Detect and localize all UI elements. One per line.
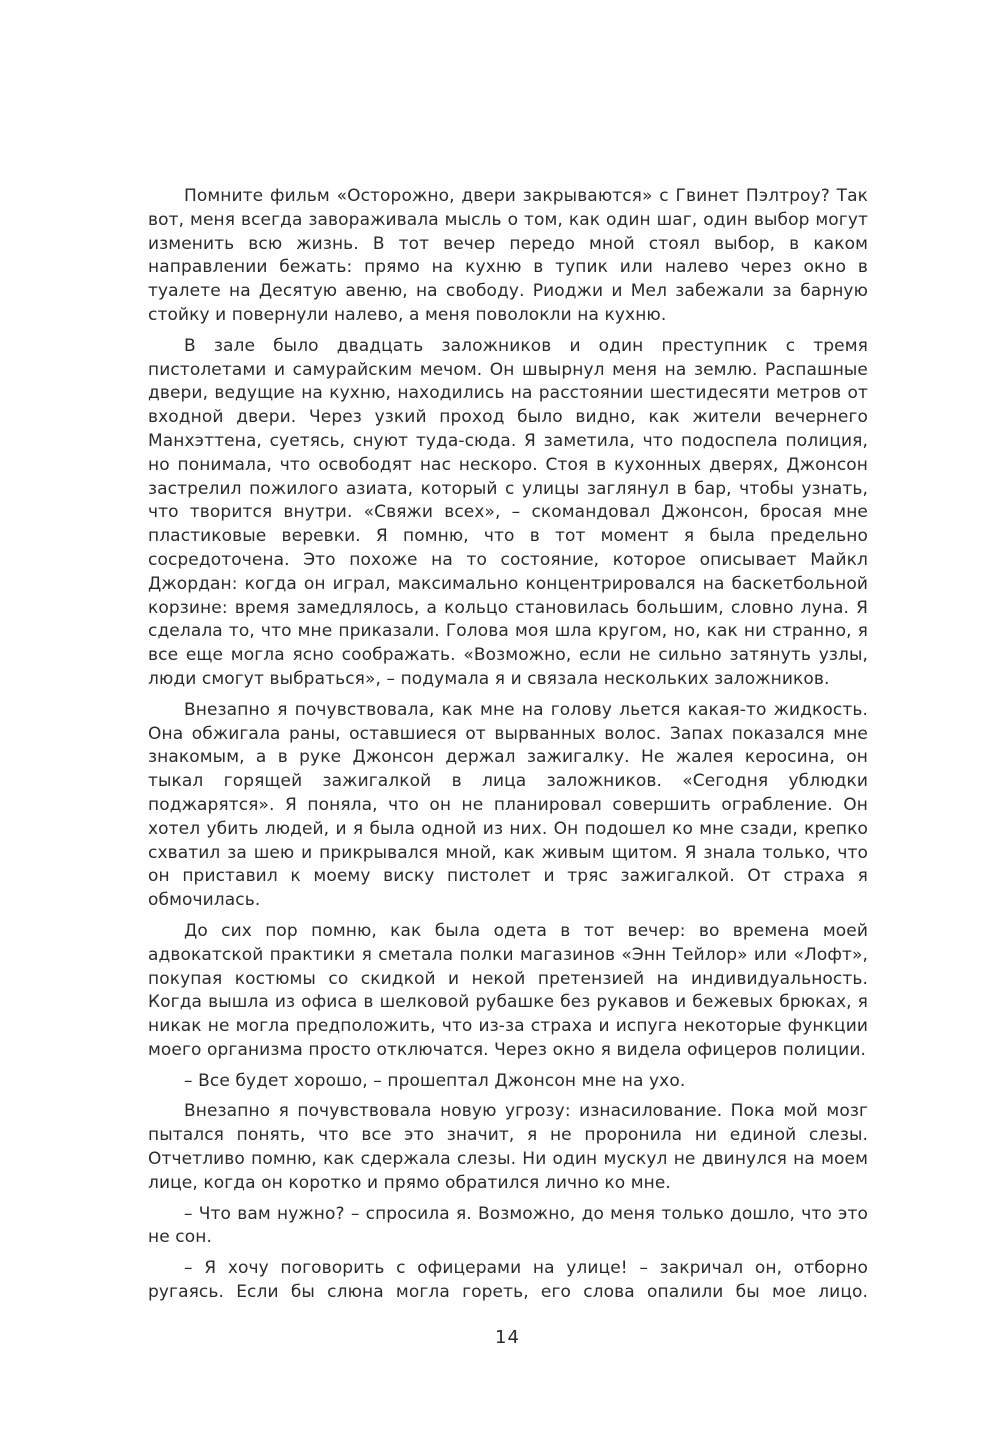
paragraph: Внезапно я почувствовала новую угрозу: изнасилование. Пока мой мозг пытался понять, что все это значит, я не проронила ни единой слезы. Отчетливо помню, как сдержала слезы. Ни один мускул не двинулся на моем лице, когда он коротко и прямо обратился лично ко мне. — [148, 1101, 868, 1193]
paragraph: Помните фильм «Осторожно, двери закрываются» с Гвинет Пэлтроу? Так вот, меня всегда завораживала мысль о том, как один шаг, один выбор могут изменить всю жизнь. В тот вечер передо мной стоял выбор, в каком направлении бежать: прямо на кухню в тупик или налево через окно в туалете на Десятую авеню, на свободу. Риоджи и Мел забежали за барную стойку и повернули налево, а меня поволокли на кухню. — [148, 186, 868, 325]
page-number: 14 — [495, 1327, 520, 1348]
paragraph: До сих пор помню, как была одета в тот вечер: во времена моей адвокатской практики я сметала полки магазинов «Энн Тейлор» или «Лофт», покупая костюмы со скидкой и некой претензией на индивидуальность. Когда вышла из офиса в шелковой рубашке без рукавов и бежевых брюках, я никак не могла предположить, что из-за страха и испуга некоторые функции моего организма просто отключатся. Через окно я видела офицеров полиции. — [148, 920, 868, 1060]
paragraph: – Я хочу поговорить с офицерами на улице! – закричал он, отборно ругаясь. Если бы слюна могла гореть, его слова опалили бы мое лицо. — [148, 1258, 868, 1303]
paragraph: Внезапно я почувствовала, как мне на голову льется какая-то жидкость. Она обжигала раны, оставшиеся от вырванных волос. Запах показался мне знакомым, а в руке Джонсон держал зажигалку. Не жалея керосина, он тыкал горящей зажигалкой в лица заложников. «Сегодня ублюдки поджарятся». Я поняла, что он не планировал совершить ограбление. Он хотел убить людей, и я была одной из них. Он подошел ко мне сзади, крепко схватил за шею и прикрывался мной, как живым щитом. Я знала только, что он приставил к моему виску пистолет и тряс зажигалкой. От страха я обмочилась. — [148, 699, 868, 911]
paragraph: – Все будет хорошо, – прошептал Джонсон мне на ухо. — [184, 1070, 686, 1091]
paragraph: – Что вам нужно? – спросила я. Возможно, до меня только дошло, что это не сон. — [148, 1203, 868, 1248]
body-text — [148, 185, 868, 1312]
paragraph: В зале было двадцать заложников и один преступник с тремя пистолетами и самурайским мечом. Он швырнул меня на землю. Распашные двери, ведущие на кухню, находились на расстоянии шестидесяти метров от входной двери. Через узкий проход было видно, как жители вечернего Манхэттена, суетясь, снуют туда-сюда. Я заметила, что подоспела полиция, но понимала, что освободят нас нескоро. Стоя в кухонных дверях, Джонсон застрелил пожилого азиата, который с улицы заглянул в бар, чтобы узнать, что творится внутри. «Свяжи всех», – скомандовал Джонсон, бросая мне пластиковые веревки. Я помню, что в тот момент я была предельно сосредоточена. Это похоже на то состояние, которое описывает Майкл Джордан: когда он играл, максимально концентрировался на баскетбольной корзине: время замедлялось, а кольцо становилась большим, словно луна. Я сделала то, что мне приказали. Голова моя шла кругом, но, как ни странно, я все еще могла ясно соображать. «Возможно, если не сильно затянуть узлы, люди смогут выбраться», – подумала я и связала нескольких заложников. — [148, 335, 868, 689]
